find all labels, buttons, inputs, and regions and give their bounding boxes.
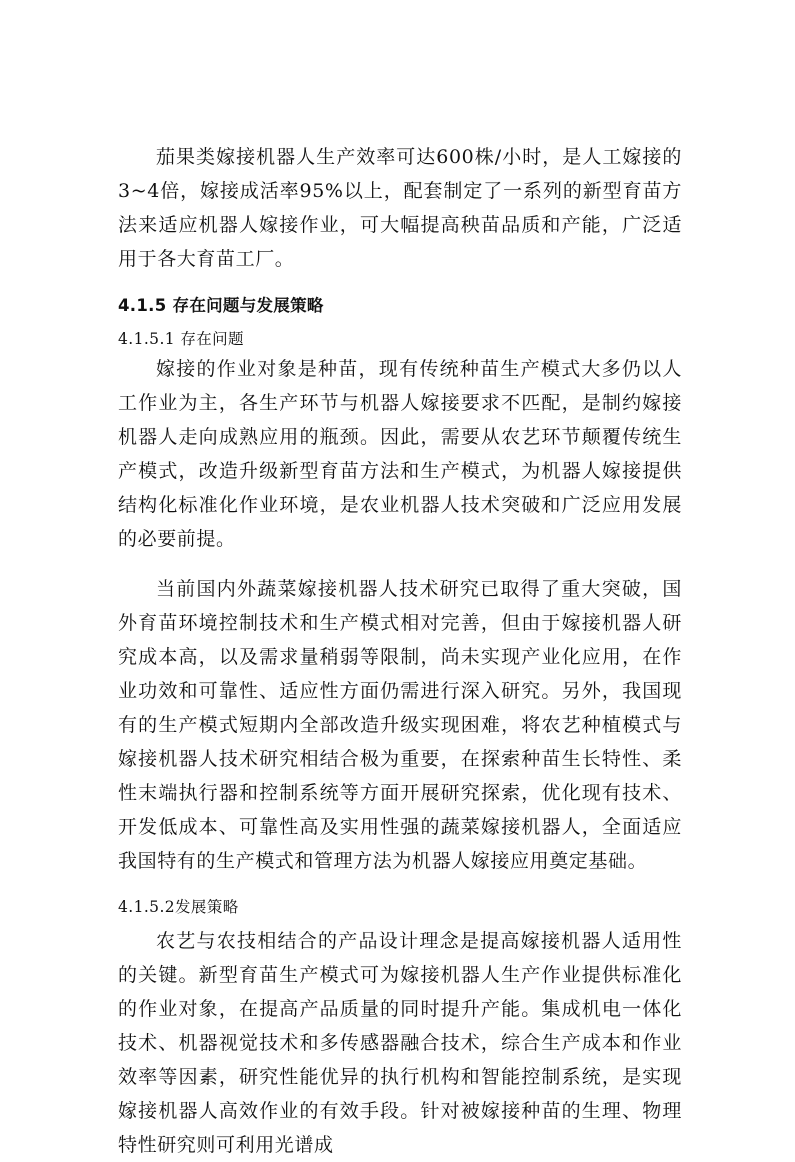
section-heading-4-1-5: 4.1.5 存在问题与发展策略 [118,296,324,315]
subsection-heading-4-1-5-1: 4.1.5.1 存在问题 [118,330,244,348]
paragraph-problems: 嫁接的作业对象是种苗，现有传统种苗生产模式大多仍以人工作业为主，各生产环节与机器人嫁接要求不匹配，是制约嫁接机器人走向成熟应用的瓶颈。因此，需要从农艺环节颠覆传统生产模式，改造升级新型育苗方法和生产模式，为机器人嫁接提供结构化标准化作业环境，是农业机器人技术突破和广泛应用发展的必要前提。 [118,358,682,550]
document-page [118,140,682,1162]
paragraph-research-status: 当前国内外蔬菜嫁接机器人技术研究已取得了重大突破，国外育苗环境控制技术和生产模式相对完善，但由于嫁接机器人研究成本高，以及需求量稍弱等限制，尚未实现产业化应用，在作业功效和可靠性、适应性方面仍需进行深入研究。另外，我国现有的生产模式短期内全部改造升级实现困难，将农艺种植模式与嫁接机器人技术研究相结合极为重要，在探索种苗生长特性、柔性末端执行器和控制系统等方面开展研究探索，优化现有技术、开发低成本、可靠性高及实用性强的蔬菜嫁接机器人，全面适应我国特有的生产模式和管理方法为机器人嫁接应用奠定基础。 [118,578,682,872]
paragraph-strategy: 农艺与农技相结合的产品设计理念是提高嫁接机器人适用性的关键。新型育苗生产模式可为嫁接机器人生产作业提供标准化的作业对象，在提高产品质量的同时提升产能。集成机电一体化技术、机器视觉技术和多传感器融合技术，综合生产成本和作业效率等因素，研究性能优异的执行机构和智能控制系统，是实现嫁接机器人高效作业的有效手段。针对被嫁接种苗的生理、物理特性研究则可利用光谱成 [118,930,682,1156]
paragraph-efficiency: 茄果类嫁接机器人生产效率可达600株/小时，是人工嫁接的3~4倍，嫁接成活率95%以上，配套制定了一系列的新型育苗方法来适应机器人嫁接作业，可大幅提高秧苗品质和产能，广泛适用于各大育苗工厂。 [118,146,682,270]
subsection-heading-4-1-5-2: 4.1.5.2发展策略 [118,898,239,916]
